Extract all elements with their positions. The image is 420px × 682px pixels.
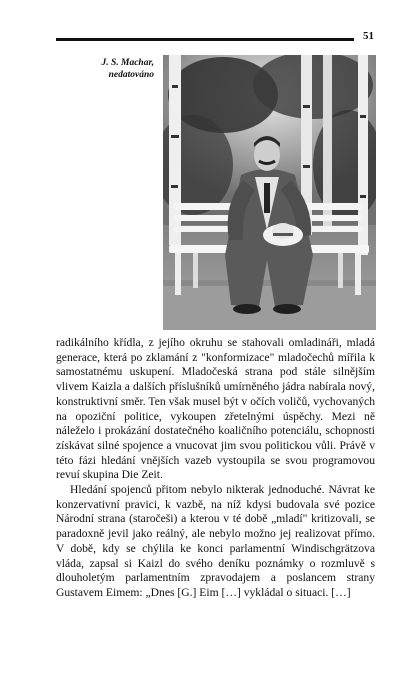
caption-name: J. S. Machar, bbox=[101, 58, 154, 68]
portrait-illustration bbox=[163, 55, 376, 330]
body-text bbox=[56, 336, 375, 601]
portrait-photo bbox=[163, 55, 376, 330]
paragraph-1: radikálního křídla, z jejího okruhu se stahovali omladináři, mladá generace, která po zklamání z "konformizace" mladočechů mířila k samostatnému uskupení. Mladočeská strana pod stále silnějším vlivem Kaizla a dalších příslušníků umírněného jádra nabírala nový, konstruktivní směr. Ten však musel být v očích voličů, vychovaných na opoziční politice, vykoupen zřetelnými úspěchy. Mezi ně náleželo i prokázání dostatečného koaličního potenciálu, schopnosti získávat silné spojence a vnucovat jim svou politickou vůli. Právě v této fázi hledání vnějších vazeb vystoupila se svou programovou revuí skupina Die Zeit. bbox=[56, 336, 375, 482]
paragraph-2: Hledání spojenců přitom nebylo nikterak jednoduché. Návrat ke konzervativní pravici, k vazbě, na níž kdysi budovala své pozice Národní strana (staročeši) a kterou v té době „mladí" kritizovali, se paradoxně jevil jako reálný, ale nebylo možno jej realizovat přímo. V době, kdy se chýlila ke konci parlamentní Windischgrätzova vláda, zapsal si Kaizl do svého deníku poznámky o rozmluvě s dlouholetým parlamentním zpravodajem a poslancem strany Gustavem Eimem: „Dnes [G.] Eim […] vykládal o situaci. […] bbox=[56, 483, 375, 599]
header-rule bbox=[56, 38, 354, 41]
caption-date: nedatováno bbox=[108, 70, 154, 80]
photo-caption bbox=[68, 57, 154, 81]
page-number: 51 bbox=[363, 30, 374, 42]
